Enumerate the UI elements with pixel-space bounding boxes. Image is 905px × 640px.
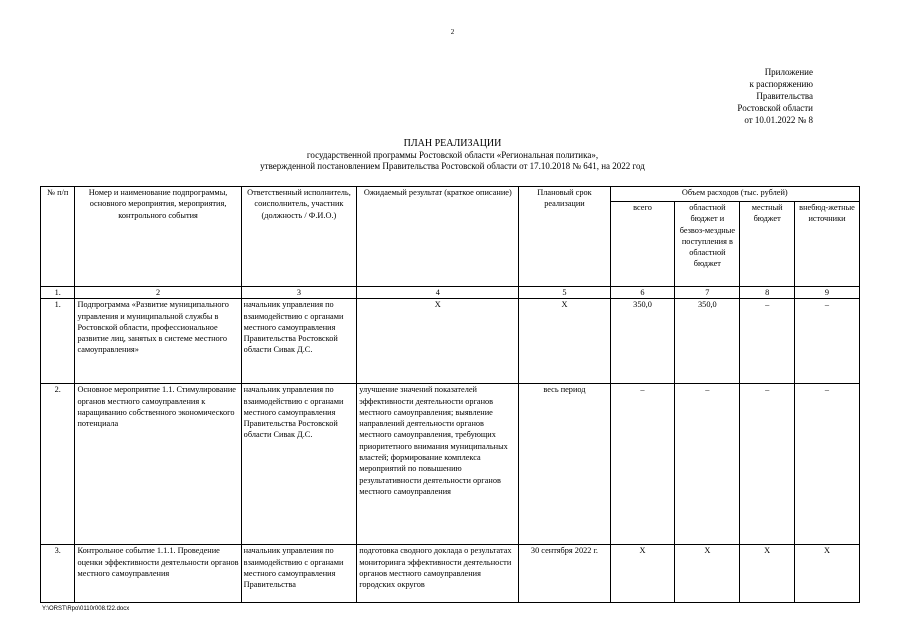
table-row [41,545,860,603]
row-total: 350,0 [610,299,675,384]
document-title: ПЛАН РЕАЛИЗАЦИИ [403,138,502,149]
row-result: улучшение значений показателей эффективности деятельности органов местного самоуправления; выявление направлений деятельности органов местного самоуправления, требующих приоритетного внимания муниципальных властей; формирование комплекса мероприятий по повышению результативности деятельности органов местного самоуправления [357,384,519,545]
row-local: – [740,384,795,545]
col-number: 9 [795,287,860,299]
column-number-row [41,287,860,299]
header-num: № п/п [41,187,75,287]
col-number: 3 [241,287,357,299]
row-regional: – [675,384,740,545]
subtitle-line-1: государственной программы Ростовской области «Региональная политика», [306,150,599,160]
row-term: Х [519,299,610,384]
row-extra: – [795,384,860,545]
row-executor: начальник управления по взаимодействию с органами местного самоуправления Правительства Ростовской области Сивак Д.С. [241,384,357,545]
appendix-line: Приложение [764,67,813,77]
row-num: 3. [41,545,75,603]
table-row [41,299,860,384]
row-local: – [740,299,795,384]
header-expenses: Объем расходов (тыс. рублей) [610,187,859,202]
page-number: 2 [450,28,455,36]
table-header-row [41,187,860,202]
appendix-line: Правительства [756,91,813,101]
row-num: 2. [41,384,75,545]
table-row [41,384,860,545]
row-result: подготовка сводного доклада о результатах мониторинга эффективности деятельности органов местного самоуправления городских округов [357,545,519,603]
col-number: 2 [75,287,241,299]
file-path-footer: Y:\ORST\Rpo\0110r008.f22.docx [42,606,130,612]
appendix-note [653,66,813,126]
header-local: местный бюджет [740,202,795,287]
header-result: Ожидаемый результат (краткое описание) [357,187,519,287]
row-extra: – [795,299,860,384]
row-name: Основное мероприятие 1.1. Стимулирование органов местного самоуправления к наращиванию собственного экономического потенциала [75,384,241,545]
row-term: весь период [519,384,610,545]
appendix-line: Ростовской области [737,103,813,113]
col-number: 8 [740,287,795,299]
row-regional: Х [675,545,740,603]
col-number: 4 [357,287,519,299]
header-name: Номер и наименование подпрограммы, основного мероприятия, мероприятия, контрольного события [75,187,241,287]
row-result: Х [357,299,519,384]
col-number: 7 [675,287,740,299]
row-name: Контрольное событие 1.1.1. Проведение оценки эффективности деятельности органов местного самоуправления [75,545,241,603]
appendix-line: к распоряжению [749,79,813,89]
header-extra: внебюд-жетные источники [795,202,860,287]
header-executor: Ответственный исполнитель, соисполнитель, участник (должность / Ф.И.О.) [241,187,357,287]
row-term: 30 сентября 2022 г. [519,545,610,603]
row-num: 1. [41,299,75,384]
col-number: 5 [519,287,610,299]
row-executor: начальник управления по взаимодействию с органами местного самоуправления Правительства Ростовской области Сивак Д.С. [241,299,357,384]
header-term: Плановый срок реализации [519,187,610,287]
row-extra: Х [795,545,860,603]
header-total: всего [610,202,675,287]
col-number: 1. [41,287,75,299]
implementation-plan-table [40,186,860,603]
row-executor: начальник управления по взаимодействию с органами местного самоуправления Правительства [241,545,357,603]
row-total: – [610,384,675,545]
row-regional: 350,0 [675,299,740,384]
header-regional: областной бюджет и безвоз-мездные поступления в областной бюджет [675,202,740,287]
row-total: Х [610,545,675,603]
appendix-line: от 10.01.2022 № 8 [744,115,813,125]
subtitle-line-2: утвержденной постановлением Правительства Ростовской области от 17.10.2018 № 641, на 2022 год [260,161,645,171]
col-number: 6 [610,287,675,299]
row-name: Подпрограмма «Развитие муниципального управления и муниципальной службы в Ростовской области, профессиональное развитие лиц, занятых в системе местного самоуправления» [75,299,241,384]
row-local: Х [740,545,795,603]
document-subtitle [0,150,905,172]
